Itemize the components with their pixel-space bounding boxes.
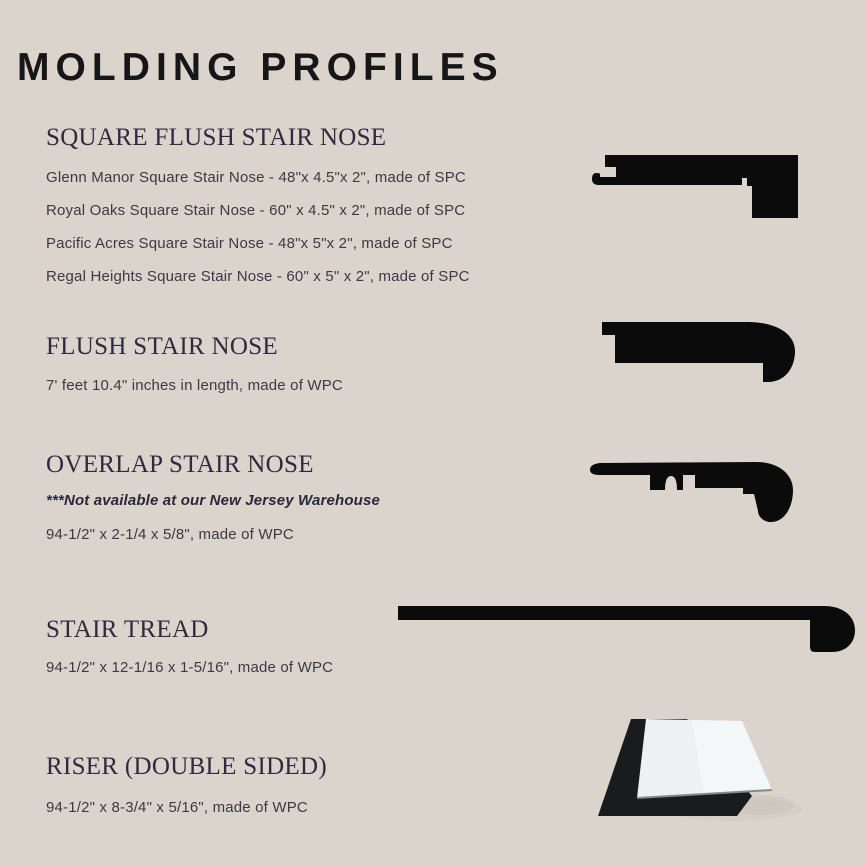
product-spec-line: 7' feet 10.4" inches in length, made of WPC [46, 377, 343, 394]
page-title: MOLDING PROFILES [17, 46, 504, 90]
availability-note: ***Not available at our New Jersey Warehouse [46, 492, 380, 509]
product-spec-line: Regal Heights Square Stair Nose - 60" x 5" x 2", made of SPC [46, 268, 470, 285]
product-spec-line: 94-1/2" x 2-1/4 x 5/8", made of WPC [46, 526, 294, 543]
section-heading-overlap-stair-nose: OVERLAP STAIR NOSE [46, 450, 314, 478]
overlap-stair-nose-profile-icon [588, 458, 798, 528]
product-spec-line: Pacific Acres Square Stair Nose - 48"x 5"x 2", made of SPC [46, 235, 453, 252]
product-spec-line: Glenn Manor Square Stair Nose - 48"x 4.5"x 2", made of SPC [46, 169, 466, 186]
riser-boards-image [592, 712, 827, 824]
section-heading-flush-stair-nose: FLUSH STAIR NOSE [46, 332, 278, 360]
flush-stair-nose-profile-icon [598, 318, 798, 386]
section-heading-square-flush-stair-nose: SQUARE FLUSH STAIR NOSE [46, 123, 387, 151]
section-heading-riser-double-sided: RISER (DOUBLE SIDED) [46, 752, 327, 780]
product-spec-line: 94-1/2" x 12-1/16 x 1-5/16", made of WPC [46, 659, 334, 676]
stair-tread-profile-icon [396, 600, 858, 658]
product-spec-line: Royal Oaks Square Stair Nose - 60" x 4.5" x 2", made of SPC [46, 202, 466, 219]
square-flush-stair-nose-profile-icon [585, 148, 805, 228]
section-heading-stair-tread: STAIR TREAD [46, 615, 209, 643]
product-spec-line: 94-1/2" x 8-3/4" x 5/16", made of WPC [46, 799, 308, 816]
